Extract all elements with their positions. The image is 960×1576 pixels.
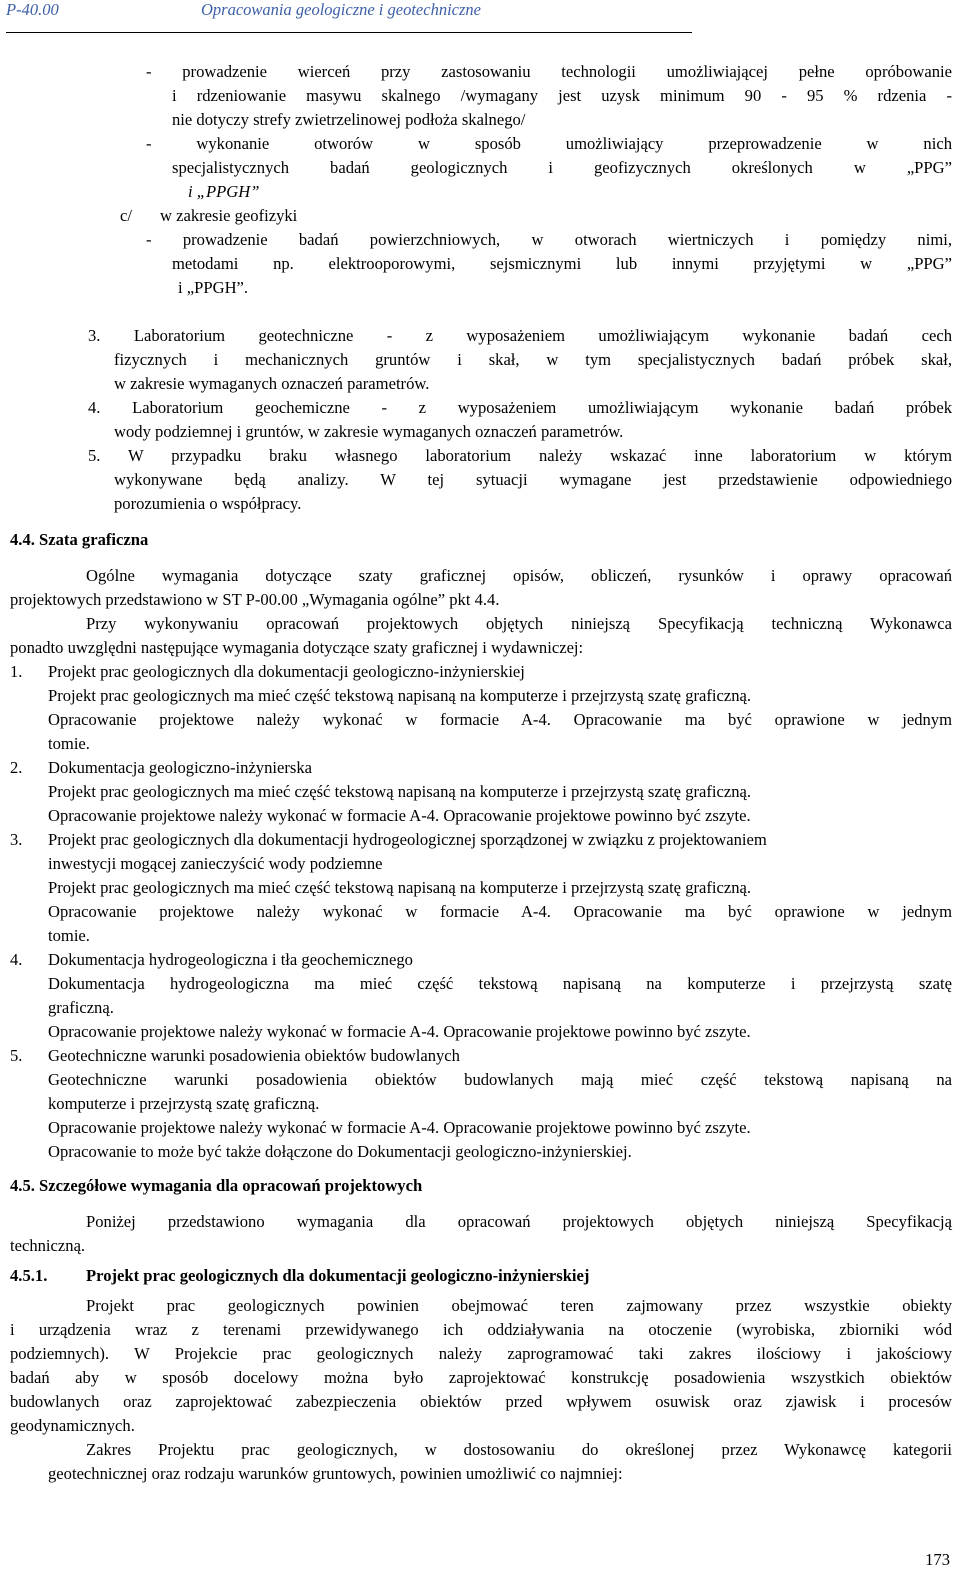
text-line: wody podziemnej i gruntów, w zakresie wymaganych oznaczeń parametrów. xyxy=(114,422,624,441)
text-line: 4.5.1. xyxy=(10,1266,48,1285)
text-line: - prowadzenie wierceń przy zastosowaniu technologii umożliwiającej pełne opróbowanie xyxy=(146,62,952,81)
text-line: komputerze i przejrzystą szatę graficzną. xyxy=(48,1094,320,1113)
text-line: Dokumentacja hydrogeologiczna ma mieć część tekstową napisaną na komputerze i przejrzystą szatę xyxy=(48,974,952,993)
text-line: 5. xyxy=(10,1046,23,1065)
text-line: i „PPGH”. xyxy=(178,278,249,297)
text-line: budowlanych oraz zaprojektować zabezpieczenia obiektów przed wpływem osuwisk oraz zjawisk i procesów xyxy=(10,1392,952,1411)
text-line: w zakresie geofizyki xyxy=(160,206,298,225)
text-line: Opracowanie projektowe należy wykonać w formacie A-4. Opracowanie projektowe powinno być zszyte. xyxy=(48,1022,751,1041)
text-line: 4.4. Szata graficzna xyxy=(10,530,149,549)
text-line: - wykonanie otworów w sposób umożliwiający przeprowadzenie w nich xyxy=(146,134,952,153)
text-line: c/ xyxy=(120,206,132,225)
text-line: Projekt prac geologicznych dla dokumentacji geologiczno-inżynierskiej xyxy=(86,1266,590,1285)
text-line: 5. W przypadku braku własnego laboratorium należy wskazać inne laboratorium w którym xyxy=(88,446,952,465)
text-line: 1. xyxy=(10,662,23,681)
text-line: Ogólne wymagania dotyczące szaty graficznej opisów, obliczeń, rysunków i oprawy opracowań xyxy=(86,566,952,585)
text-line: projektowych przedstawiono w ST P-00.00 „Wymagania ogólne” pkt 4.4. xyxy=(10,590,500,609)
text-line: Zakres Projektu prac geologicznych, w dostosowaniu do określonej przez Wykonawcę kategorii xyxy=(86,1440,952,1459)
text-line: tomie. xyxy=(48,926,90,945)
text-line: w zakresie wymaganych oznaczeń parametrów. xyxy=(114,374,430,393)
text-line: 3. xyxy=(10,830,23,849)
text-line: Opracowanie projektowe należy wykonać w formacie A-4. Opracowanie ma być oprawione w jednym xyxy=(48,710,952,729)
text-line: ponadto uwzględni następujące wymagania dotyczące szaty graficznej i wydawniczej: xyxy=(10,638,584,657)
text-line: Projekt prac geologicznych ma mieć część tekstową napisaną na komputerze i przejrzystą szatę graficzną. xyxy=(48,878,752,897)
text-line: Dokumentacja hydrogeologiczna i tła geochemicznego xyxy=(48,950,413,969)
header-title: Opracowania geologiczne i geotechniczne xyxy=(201,0,481,19)
text-line: Projekt prac geologicznych ma mieć część tekstową napisaną na komputerze i przejrzystą szatę graficzną. xyxy=(48,782,752,801)
text-line: tomie. xyxy=(48,734,90,753)
text-line: geodynamicznych. xyxy=(10,1416,135,1435)
text-line: specjalistycznych badań geologicznych i geofizycznych określonych w „PPG” xyxy=(172,158,952,177)
text-line: wykonywane będą analizy. W tej sytuacji wymagane jest przedstawienie odpowiedniego xyxy=(114,470,952,489)
text-line: 2. xyxy=(10,758,23,777)
spec-code: P-40.00 xyxy=(6,0,59,19)
text-line: Projekt prac geologicznych ma mieć część tekstową napisaną na komputerze i przejrzystą szatę graficzną. xyxy=(48,686,752,705)
text-line: Opracowanie projektowe należy wykonać w formacie A-4. Opracowanie ma być oprawione w jednym xyxy=(48,902,952,921)
text-line: 4. Laboratorium geochemiczne - z wyposażeniem umożliwiającym wykonanie badań próbek xyxy=(88,398,952,417)
text-line: geotechnicznej oraz rodzaju warunków gruntowych, powinien umożliwić co najmniej: xyxy=(48,1464,623,1483)
text-line: metodami np. elektrooporowymi, sejsmicznymi lub innymi przyjętymi w „PPG” xyxy=(172,254,952,273)
text-line: techniczną. xyxy=(10,1236,86,1255)
page-header xyxy=(6,0,692,33)
text-line: i „PPGH” xyxy=(188,182,260,201)
text-line: 4.5. Szczegółowe wymagania dla opracowań projektowych xyxy=(10,1176,423,1195)
text-line: Projekt prac geologicznych dla dokumentacji geologiczno-inżynierskiej xyxy=(48,662,525,681)
page-number: 173 xyxy=(925,1550,950,1569)
text-line: Projekt prac geologicznych powinien obejmować teren zajmowany przez wszystkie obiekty xyxy=(86,1296,952,1315)
text-line: Opracowanie to może być także dołączone do Dokumentacji geologiczno-inżynierskiej. xyxy=(48,1142,632,1161)
text-line: inwestycji mogącej zanieczyścić wody podziemne xyxy=(48,854,383,873)
text-line: graficzną. xyxy=(48,998,114,1017)
text-line: Przy wykonywaniu opracowań projektowych objętych niniejszą Specyfikacją techniczną Wykonawca xyxy=(86,614,952,633)
text-line: podziemnych). W Projekcie prac geologicznych należy zaprogramować taki zakres ilościowy i jakościowy xyxy=(10,1344,952,1363)
text-line: Geotechniczne warunki posadowienia obiektów budowlanych mają mieć część tekstową napisaną na xyxy=(48,1070,952,1089)
text-line: porozumienia o współpracy. xyxy=(114,494,302,513)
text-line: 3. Laboratorium geotechniczne - z wyposażeniem umożliwiającym wykonanie badań cech xyxy=(88,326,952,345)
text-line: Opracowanie projektowe należy wykonać w formacie A-4. Opracowanie projektowe powinno być zszyte. xyxy=(48,1118,751,1137)
text-line: 4. xyxy=(10,950,23,969)
text-line: Opracowanie projektowe należy wykonać w formacie A-4. Opracowanie projektowe powinno być zszyte. xyxy=(48,806,751,825)
text-line: badań aby w sposób docelowy można było zaprojektować konstrukcję posadowienia wszystkich obiektów xyxy=(10,1368,952,1387)
text-line: Projekt prac geologicznych dla dokumentacji hydrogeologicznej sporządzonej w związku z projektowaniem xyxy=(48,830,767,849)
text-line: - prowadzenie badań powierzchniowych, w otworach wiertniczych i pomiędzy nimi, xyxy=(146,230,952,249)
text-line: Geotechniczne warunki posadowienia obiektów budowlanych xyxy=(48,1046,460,1065)
text-line: i rdzeniowanie masywu skalnego /wymagany jest uzysk minimum 90 - 95 % rdzenia - xyxy=(172,86,952,105)
text-line: i urządzenia wraz z terenami przewidywanego ich oddziaływania na otoczenie (wyrobiska, zbiorniki wód xyxy=(10,1320,952,1339)
text-line: Poniżej przedstawiono wymagania dla opracowań projektowych objętych niniejszą Specyfikacją xyxy=(86,1212,952,1231)
text-line: fizycznych i mechanicznych gruntów i skał, w tym specjalistycznych badań próbek skał, xyxy=(114,350,952,369)
text-line: Dokumentacja geologiczno-inżynierska xyxy=(48,758,313,777)
text-line: nie dotyczy strefy zwietrzelinowej podłoża skalnego/ xyxy=(172,110,526,129)
